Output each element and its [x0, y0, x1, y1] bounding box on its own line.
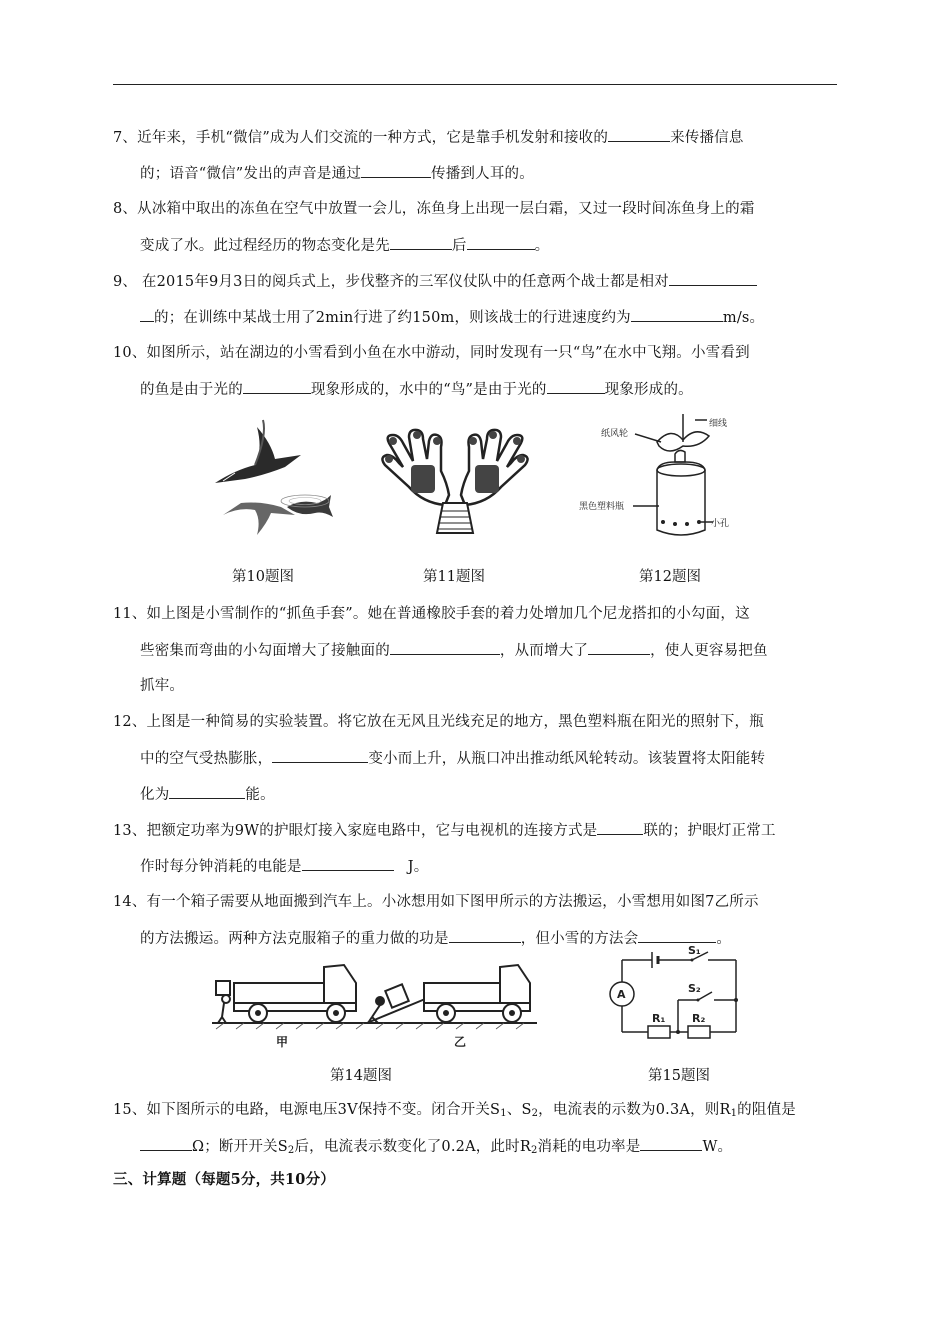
question-15-line-1 — [113, 1100, 796, 1120]
q15-text-1: 15、如下图所示的电路，电源电压3V保持不变。闭合开关S — [113, 1102, 501, 1118]
question-9-line-1 — [113, 271, 757, 292]
q8-text-2: 变成了水。此过程经历的物态变化是先 — [140, 238, 390, 254]
q14-blank-2[interactable] — [638, 928, 716, 943]
fig14-label-a: 甲 — [276, 1035, 289, 1049]
fig15-label-s1: S₁ — [688, 944, 701, 957]
q13-text-2: 联的；护眼灯正常工 — [643, 823, 776, 839]
q7-text-4: 传播到人耳的。 — [431, 166, 534, 182]
figure-11-gloves — [375, 425, 535, 540]
q8-blank-2[interactable] — [467, 235, 535, 250]
q15-blank-1[interactable] — [140, 1136, 192, 1151]
question-8-line-2 — [140, 235, 549, 256]
q11-blank-2[interactable] — [588, 640, 650, 655]
question-13-line-2 — [140, 856, 428, 877]
q10-text-3: 现象形成的，水中的“鸟”是由于光的 — [310, 382, 547, 398]
q11-blank-1[interactable] — [390, 640, 500, 655]
question-14-line-2 — [140, 928, 731, 949]
q9-text-3: m/s。 — [722, 310, 765, 326]
q15-text-5: Ω；断开开关S — [192, 1139, 288, 1155]
figure-10-bird-fish — [205, 415, 340, 545]
question-11-line-2 — [140, 640, 768, 661]
question-15-line-2 — [140, 1136, 732, 1157]
q7-text-2: 来传播信息 — [670, 130, 744, 146]
q9-text-2: 的；在训练中某战士用了2min行进了约150m，则该战士的行进速度约为 — [154, 310, 631, 326]
q14-text-2: 的方法搬运。两种方法克服箱子的重力做的功是 — [140, 931, 449, 947]
q15-sub-s2b: 2 — [287, 1145, 295, 1156]
question-11-line-1 — [113, 604, 750, 624]
q13-text-1: 13、把额定功率为9W的护眼灯接入家庭电路中，它与电视机的连接方式是 — [113, 823, 598, 839]
fig15-ammeter-icon: A — [617, 988, 626, 1001]
q8-blank-1[interactable] — [390, 235, 452, 250]
q11-text-2: 些密集而弯曲的小勾面增大了接触面的 — [140, 643, 390, 659]
q11-text-4: ，使人更容易把鱼 — [650, 643, 768, 659]
fig15-label-r1: R₁ — [652, 1012, 666, 1025]
q15-text-7: 消耗的电功率是 — [537, 1139, 641, 1155]
question-10-line-1 — [113, 343, 750, 363]
caption-figure-12: 第12题图 — [639, 569, 701, 585]
caption-figure-14: 第14题图 — [330, 1068, 392, 1084]
figure-15-circuit — [608, 944, 748, 1048]
q15-sub-s1: 1 — [500, 1108, 507, 1119]
question-10-line-2 — [140, 379, 693, 400]
q15-text-8: W。 — [702, 1139, 733, 1155]
q14-text-3: ，但小雪的方法会 — [520, 931, 639, 947]
q12-text-4: 化为 — [140, 787, 170, 803]
q15-text-6: 后，电流表示数变化了0.2A，此时R — [294, 1139, 531, 1155]
q7-blank-1[interactable] — [608, 127, 670, 142]
q11-text-3: ，从而增大了 — [499, 643, 589, 659]
q11-text-5: 抓牢。 — [140, 678, 185, 694]
q9-blank-1b[interactable] — [140, 307, 154, 322]
fig12-label-bottle: 黑色塑料瓶 — [579, 502, 625, 512]
q13-text-4: J。 — [407, 859, 429, 875]
question-12-line-1 — [113, 712, 764, 732]
q9-blank-1a[interactable] — [669, 271, 757, 286]
q10-text-4: 现象形成的。 — [604, 382, 693, 398]
q15-blank-2[interactable] — [640, 1136, 702, 1151]
q11-text-1: 11、如上图是小雪制作的“抓鱼手套”。她在普通橡胶手套的着力处增加几个尼龙搭扣的小勾面，这 — [113, 606, 750, 622]
q14-text-4: 。 — [716, 931, 732, 947]
q8-text-4: 。 — [534, 238, 550, 254]
caption-figure-10: 第10题图 — [232, 569, 294, 585]
q10-blank-1[interactable] — [243, 379, 311, 394]
header-rule — [113, 84, 837, 85]
fig12-label-thread: 细线 — [709, 419, 728, 429]
q12-blank-1[interactable] — [272, 748, 368, 763]
fig14-label-b: 乙 — [454, 1035, 467, 1049]
q10-text-2: 的鱼是由于光的 — [140, 382, 243, 398]
question-11-line-3 — [140, 676, 184, 696]
fig12-label-wheel: 纸风轮 — [601, 429, 629, 439]
q12-text-5: 能。 — [245, 787, 275, 803]
q9-text-1: 9、 在2015年9月3日的阅兵式上，步伐整齐的三军仪仗队中的任意两个战士都是相对 — [113, 274, 669, 290]
q10-text-1: 10、如图所示，站在湖边的小雪看到小鱼在水中游动，同时发现有一只“鸟”在水中飞翔。小雪看到 — [113, 345, 750, 361]
q12-text-2: 中的空气受热膨胀， — [140, 751, 273, 767]
q12-text-1: 12、上图是一种简易的实验装置。将它放在无风且光线充足的地方，黑色塑料瓶在阳光的照射下，瓶 — [113, 714, 764, 730]
question-14-line-1 — [113, 892, 759, 912]
q12-blank-2[interactable] — [169, 784, 245, 799]
question-13-line-1 — [113, 820, 776, 841]
q15-sub-r1: 1 — [730, 1108, 738, 1119]
q7-blank-2[interactable] — [361, 163, 431, 178]
q8-text-3: 后 — [451, 238, 467, 254]
q15-sub-s2: 2 — [531, 1108, 539, 1119]
question-7-line-1 — [113, 127, 744, 148]
q13-blank-2[interactable] — [302, 856, 394, 871]
question-12-line-2 — [140, 748, 765, 769]
fig12-label-hole: 小孔 — [711, 519, 730, 529]
q13-text-3: 作时每分钟消耗的电能是 — [140, 859, 302, 875]
q8-text-1: 8、从冰箱中取出的冻鱼在空气中放置一会儿，冻鱼身上出现一层白霜，又过一段时间冻鱼身上的霜 — [113, 201, 755, 217]
q14-text-1: 14、有一个箱子需要从地面搬到汽车上。小冰想用如下图甲所示的方法搬运，小雪想用如图7乙所示 — [113, 894, 759, 910]
q14-blank-1[interactable] — [449, 928, 521, 943]
q9-blank-2[interactable] — [631, 307, 723, 322]
q10-blank-2[interactable] — [547, 379, 605, 394]
question-7-line-2 — [140, 163, 534, 184]
question-12-line-3 — [140, 784, 275, 805]
q15-text-2: 、S — [506, 1102, 532, 1118]
caption-figure-11: 第11题图 — [423, 569, 485, 585]
q15-text-3: ，电流表的示数为0.3A，则R — [538, 1102, 731, 1118]
q7-text-1: 7、近年来，手机“微信”成为人们交流的一种方式，它是靠手机发射和接收的 — [113, 130, 609, 146]
figure-12-bottle-apparatus — [575, 412, 735, 542]
fig15-label-r2: R₂ — [692, 1012, 706, 1025]
q12-text-3: 变小而上升，从瓶口冲出推动纸风轮转动。该装置将太阳能转 — [368, 751, 766, 767]
q15-text-4: 的阻值是 — [737, 1102, 796, 1118]
fig15-label-s2: S₂ — [688, 982, 701, 995]
section-heading-calculation: 三、计算题（每题5分，共10分） — [113, 1171, 335, 1188]
q13-blank-1[interactable] — [597, 820, 643, 835]
q7-text-3: 的；语音“微信”发出的声音是通过 — [140, 166, 362, 182]
q15-sub-r2: 2 — [530, 1145, 538, 1156]
question-8-line-1 — [113, 199, 755, 219]
caption-figure-15: 第15题图 — [648, 1068, 710, 1084]
figure-14-trucks — [212, 955, 542, 1055]
question-9-line-2 — [140, 307, 764, 328]
